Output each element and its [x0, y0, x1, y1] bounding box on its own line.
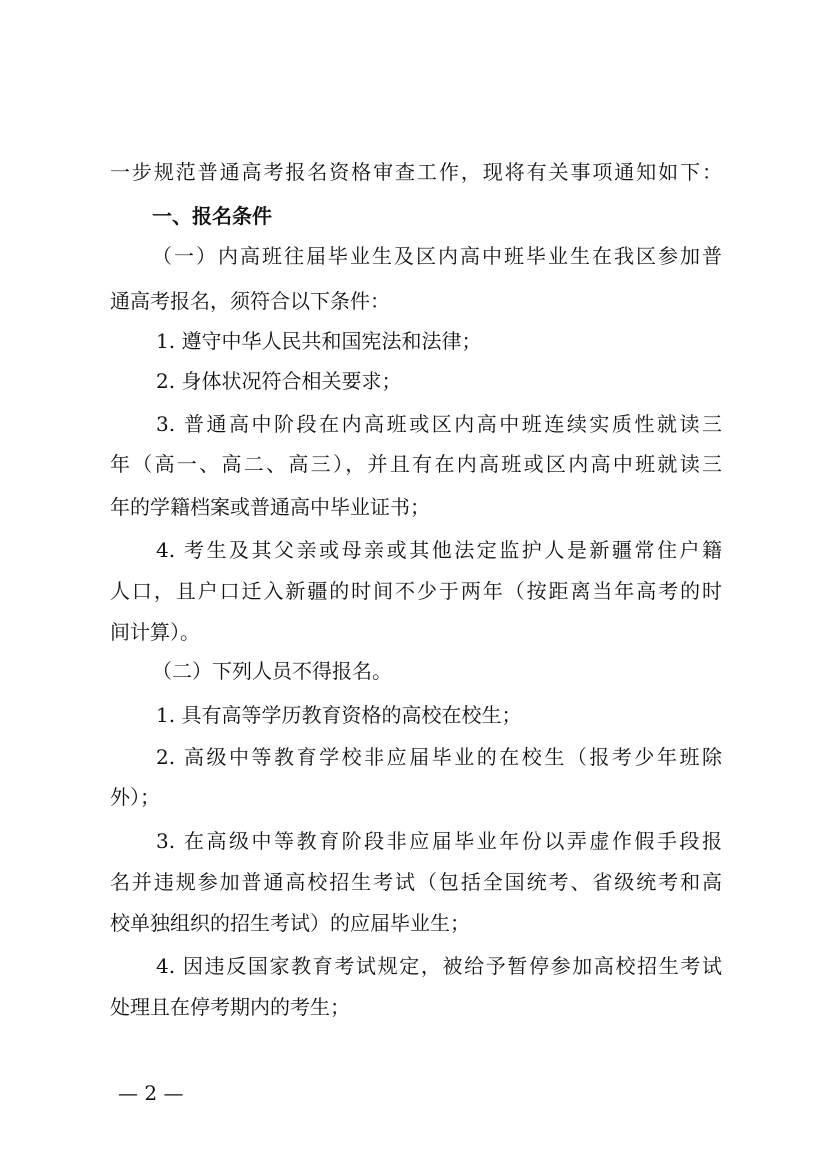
exclusion-item-3-line-2: 名并违规参加普通高校招生考试（包括全国统考、省级统考和高	[110, 870, 722, 894]
section-heading-registration-conditions: 一、报名条件	[152, 204, 272, 228]
list-item-4-line-3: 间计算）。	[110, 620, 200, 644]
list-item-4-line-2: 人口，且户口迁入新疆的时间不少于两年（按距离当年高考的时	[110, 579, 722, 603]
exclusion-item-2-line-1: 2. 高级中等教育学校非应届毕业的在校生（报考少年班除	[156, 745, 722, 769]
paragraph-line-1: 一步规范普通高考报名资格审查工作，现将有关事项通知如下：	[110, 160, 722, 184]
list-item-1: 1. 遵守中华人民共和国宪法和法律；	[156, 329, 482, 353]
exclusion-item-4-line-1: 4. 因违反国家教育考试规定，被给予暂停参加高校招生考试	[156, 954, 722, 978]
list-item-3-line-3: 年的学籍档案或普通高中毕业证书；	[110, 495, 430, 519]
subsection-heading-2: （二）下列人员不得报名。	[152, 659, 392, 683]
exclusion-item-1: 1. 具有高等学历教育资格的高校在校生；	[156, 703, 522, 727]
exclusion-item-3-line-3: 校单独组织的招生考试）的应届毕业生；	[110, 911, 470, 935]
page-number: — 2 —	[118, 1081, 184, 1105]
exclusion-item-2-line-2: 外）；	[110, 785, 160, 809]
subsection-heading-1: （一）内高班往届毕业生及区内高中班毕业生在我区参加普	[152, 244, 722, 268]
list-item-3-line-1: 3. 普通高中阶段在内高班或区内高中班连续实质性就读三	[156, 412, 722, 436]
list-item-2: 2. 身体状况符合相关要求；	[156, 369, 402, 393]
list-item-4-line-1: 4. 考生及其父亲或母亲或其他法定监护人是新疆常住户籍	[156, 538, 722, 562]
exclusion-item-3-line-1: 3. 在高级中等教育阶段非应届毕业年份以弄虚作假手段报	[156, 829, 722, 853]
list-item-3-line-2: 年（高一、高二、高三），并且有在内高班或区内高中班就读三	[110, 452, 722, 476]
paragraph-line-4: 通高考报名，须符合以下条件：	[110, 289, 390, 313]
exclusion-item-4-line-2: 处理且在停考期内的考生；	[110, 995, 350, 1019]
